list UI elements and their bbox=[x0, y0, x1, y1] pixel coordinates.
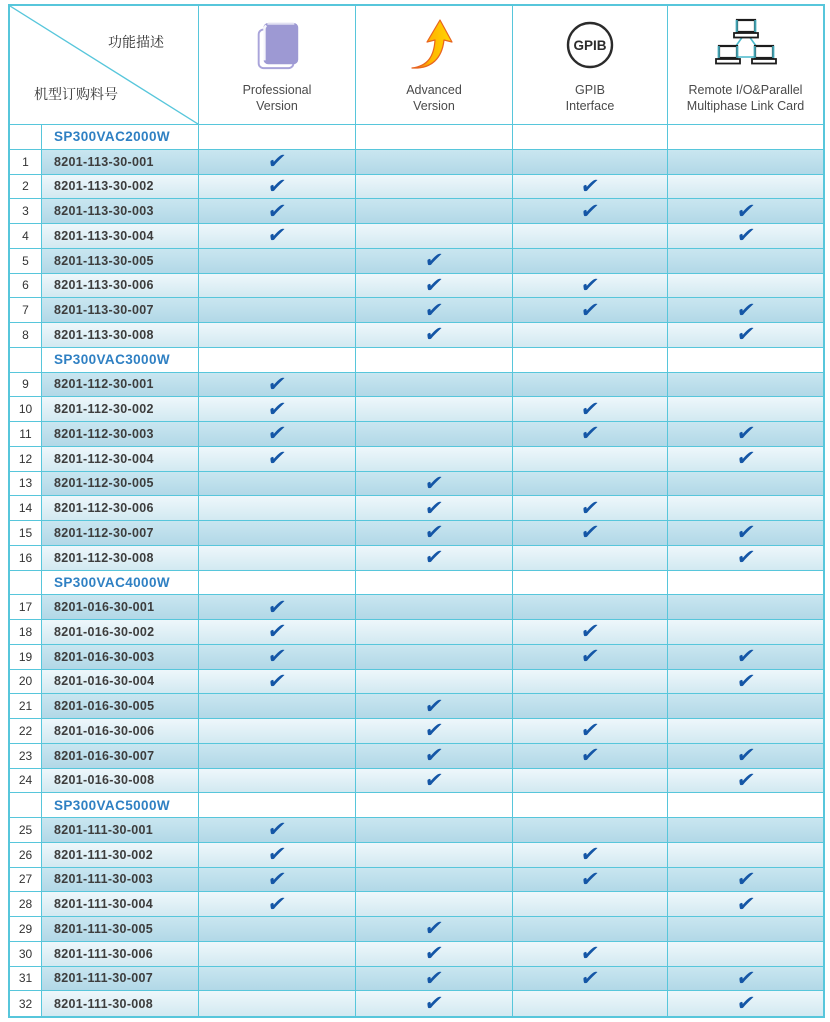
feature-cell-professional bbox=[199, 199, 356, 224]
checkmark-icon: ✔ bbox=[266, 892, 288, 916]
model-part-number-label: 机型订购料号 bbox=[34, 86, 118, 102]
row-number: 18 bbox=[10, 620, 42, 645]
feature-cell-remote bbox=[668, 967, 823, 992]
checkmark-icon: ✔ bbox=[423, 744, 445, 768]
feature-cell-gpib bbox=[513, 224, 668, 249]
feature-cell-advanced bbox=[356, 967, 513, 992]
feature-cell-professional bbox=[199, 546, 356, 571]
part-number-cell: 8201-113-30-008 bbox=[42, 323, 199, 348]
feature-cell-remote bbox=[668, 199, 823, 224]
feature-cell-remote bbox=[668, 595, 823, 620]
checkmark-icon: ✔ bbox=[266, 645, 288, 669]
feature-cell-advanced bbox=[356, 744, 513, 769]
feature-cell-advanced bbox=[356, 843, 513, 868]
row-number: 6 bbox=[10, 274, 42, 299]
feature-cell-remote bbox=[668, 744, 823, 769]
checkmark-icon: ✔ bbox=[266, 174, 288, 198]
section-row-number-cell bbox=[10, 348, 42, 373]
feature-cell-gpib bbox=[513, 744, 668, 769]
checkmark-icon: ✔ bbox=[266, 818, 288, 842]
row-number: 5 bbox=[10, 249, 42, 274]
feature-cell-remote bbox=[668, 694, 823, 719]
part-number-cell: 8201-016-30-004 bbox=[42, 670, 199, 695]
checkmark-icon: ✔ bbox=[423, 917, 445, 941]
part-number-cell: 8201-016-30-001 bbox=[42, 595, 199, 620]
feature-cell-gpib bbox=[513, 373, 668, 398]
checkmark-icon: ✔ bbox=[579, 867, 601, 891]
feature-cell-professional bbox=[199, 150, 356, 175]
row-number: 14 bbox=[10, 496, 42, 521]
row-number: 13 bbox=[10, 472, 42, 497]
checkmark-icon: ✔ bbox=[734, 521, 757, 545]
checkmark-icon: ✔ bbox=[579, 843, 601, 867]
feature-cell-remote bbox=[668, 843, 823, 868]
feature-cell-gpib bbox=[513, 150, 668, 175]
section-empty-cell bbox=[513, 793, 668, 818]
checkmark-icon: ✔ bbox=[734, 768, 757, 792]
feature-cell-professional bbox=[199, 892, 356, 917]
feature-cell-remote bbox=[668, 496, 823, 521]
feature-cell-professional bbox=[199, 249, 356, 274]
svg-text:GPIB: GPIB bbox=[573, 38, 607, 53]
row-number: 22 bbox=[10, 719, 42, 744]
section-empty-cell bbox=[668, 125, 823, 150]
row-number: 17 bbox=[10, 595, 42, 620]
feature-cell-gpib bbox=[513, 769, 668, 794]
book-icon bbox=[250, 13, 304, 77]
feature-cell-gpib bbox=[513, 818, 668, 843]
section-empty-cell bbox=[668, 793, 823, 818]
row-number: 28 bbox=[10, 892, 42, 917]
section-model-label: SP300VAC2000W bbox=[42, 125, 199, 150]
part-number-cell: 8201-111-30-005 bbox=[42, 917, 199, 942]
feature-cell-advanced bbox=[356, 670, 513, 695]
feature-cell-professional bbox=[199, 323, 356, 348]
feature-cell-professional bbox=[199, 274, 356, 299]
column-header-label: Remote I/O&Parallel Multiphase Link Card bbox=[686, 83, 805, 114]
checkmark-icon: ✔ bbox=[734, 867, 757, 891]
feature-cell-remote bbox=[668, 917, 823, 942]
checkmark-icon: ✔ bbox=[266, 397, 288, 421]
checkmark-icon: ✔ bbox=[734, 669, 757, 693]
part-number-cell: 8201-016-30-006 bbox=[42, 719, 199, 744]
feature-cell-advanced bbox=[356, 249, 513, 274]
feature-cell-gpib bbox=[513, 546, 668, 571]
feature-cell-advanced bbox=[356, 422, 513, 447]
part-number-cell: 8201-112-30-004 bbox=[42, 447, 199, 472]
feature-cell-remote bbox=[668, 472, 823, 497]
checkmark-icon: ✔ bbox=[423, 694, 445, 718]
column-header-gpib bbox=[513, 6, 668, 125]
row-number: 2 bbox=[10, 175, 42, 200]
feature-cell-professional bbox=[199, 868, 356, 893]
row-number: 32 bbox=[10, 991, 42, 1016]
row-number: 31 bbox=[10, 967, 42, 992]
checkmark-icon: ✔ bbox=[734, 298, 757, 322]
feature-cell-advanced bbox=[356, 917, 513, 942]
checkmark-icon: ✔ bbox=[734, 447, 757, 471]
row-number: 8 bbox=[10, 323, 42, 348]
column-header-professional bbox=[199, 6, 356, 125]
feature-cell-professional bbox=[199, 422, 356, 447]
part-number-cell: 8201-111-30-002 bbox=[42, 843, 199, 868]
feature-cell-remote bbox=[668, 670, 823, 695]
feature-cell-professional bbox=[199, 224, 356, 249]
feature-cell-professional bbox=[199, 917, 356, 942]
checkmark-icon: ✔ bbox=[423, 298, 445, 322]
checkmark-icon: ✔ bbox=[579, 174, 601, 198]
feature-cell-remote bbox=[668, 175, 823, 200]
feature-cell-remote bbox=[668, 645, 823, 670]
row-number: 27 bbox=[10, 868, 42, 893]
feature-cell-remote bbox=[668, 373, 823, 398]
feature-cell-professional bbox=[199, 521, 356, 546]
checkmark-icon: ✔ bbox=[266, 199, 288, 223]
row-number: 26 bbox=[10, 843, 42, 868]
section-empty-cell bbox=[668, 348, 823, 373]
feature-cell-gpib bbox=[513, 249, 668, 274]
feature-cell-advanced bbox=[356, 274, 513, 299]
feature-cell-gpib bbox=[513, 620, 668, 645]
part-number-cell: 8201-112-30-008 bbox=[42, 546, 199, 571]
part-number-cell: 8201-112-30-005 bbox=[42, 472, 199, 497]
checkmark-icon: ✔ bbox=[579, 422, 601, 446]
checkmark-icon: ✔ bbox=[579, 273, 601, 297]
checkmark-icon: ✔ bbox=[579, 199, 601, 223]
feature-cell-remote bbox=[668, 942, 823, 967]
section-row-number-cell bbox=[10, 125, 42, 150]
part-number-cell: 8201-111-30-003 bbox=[42, 868, 199, 893]
feature-cell-professional bbox=[199, 298, 356, 323]
feature-cell-advanced bbox=[356, 719, 513, 744]
section-empty-cell bbox=[356, 793, 513, 818]
feature-cell-advanced bbox=[356, 942, 513, 967]
part-number-cell: 8201-112-30-003 bbox=[42, 422, 199, 447]
feature-cell-professional bbox=[199, 595, 356, 620]
checkmark-icon: ✔ bbox=[423, 719, 445, 743]
part-number-cell: 8201-111-30-004 bbox=[42, 892, 199, 917]
feature-cell-advanced bbox=[356, 199, 513, 224]
part-number-cell: 8201-111-30-008 bbox=[42, 991, 199, 1016]
feature-cell-gpib bbox=[513, 991, 668, 1016]
part-number-cell: 8201-112-30-007 bbox=[42, 521, 199, 546]
part-number-cell: 8201-113-30-002 bbox=[42, 175, 199, 200]
column-header-label: GPIB Interface bbox=[565, 83, 615, 114]
part-number-cell: 8201-016-30-003 bbox=[42, 645, 199, 670]
feature-cell-professional bbox=[199, 397, 356, 422]
feature-cell-advanced bbox=[356, 620, 513, 645]
checkmark-icon: ✔ bbox=[266, 595, 288, 619]
feature-cell-advanced bbox=[356, 645, 513, 670]
row-number: 30 bbox=[10, 942, 42, 967]
feature-cell-gpib bbox=[513, 942, 668, 967]
row-number: 20 bbox=[10, 670, 42, 695]
section-row-number-cell bbox=[10, 571, 42, 596]
feature-cell-gpib bbox=[513, 472, 668, 497]
checkmark-icon: ✔ bbox=[423, 323, 445, 347]
checkmark-icon: ✔ bbox=[423, 521, 445, 545]
row-number: 24 bbox=[10, 769, 42, 794]
feature-cell-remote bbox=[668, 298, 823, 323]
feature-cell-advanced bbox=[356, 472, 513, 497]
row-number: 4 bbox=[10, 224, 42, 249]
feature-cell-gpib bbox=[513, 892, 668, 917]
feature-cell-remote bbox=[668, 422, 823, 447]
section-empty-cell bbox=[356, 571, 513, 596]
feature-cell-remote bbox=[668, 892, 823, 917]
section-empty-cell bbox=[356, 348, 513, 373]
feature-cell-gpib bbox=[513, 645, 668, 670]
section-empty-cell bbox=[668, 571, 823, 596]
checkmark-icon: ✔ bbox=[266, 867, 288, 891]
feature-cell-advanced bbox=[356, 496, 513, 521]
checkmark-icon: ✔ bbox=[266, 620, 288, 644]
checkmark-icon: ✔ bbox=[423, 992, 445, 1016]
part-number-cell: 8201-016-30-008 bbox=[42, 769, 199, 794]
feature-cell-advanced bbox=[356, 769, 513, 794]
row-number: 7 bbox=[10, 298, 42, 323]
checkmark-icon: ✔ bbox=[734, 966, 757, 990]
checkmark-icon: ✔ bbox=[579, 942, 601, 966]
feature-cell-advanced bbox=[356, 546, 513, 571]
checkmark-icon: ✔ bbox=[266, 843, 288, 867]
feature-cell-gpib bbox=[513, 397, 668, 422]
feature-cell-gpib bbox=[513, 521, 668, 546]
feature-cell-advanced bbox=[356, 868, 513, 893]
checkmark-icon: ✔ bbox=[423, 496, 445, 520]
feature-cell-remote bbox=[668, 447, 823, 472]
feature-cell-gpib bbox=[513, 595, 668, 620]
section-empty-cell bbox=[356, 125, 513, 150]
checkmark-icon: ✔ bbox=[266, 422, 288, 446]
feature-cell-remote bbox=[668, 150, 823, 175]
feature-cell-gpib bbox=[513, 967, 668, 992]
checkmark-icon: ✔ bbox=[734, 546, 757, 570]
feature-cell-gpib bbox=[513, 917, 668, 942]
feature-cell-professional bbox=[199, 496, 356, 521]
row-number: 16 bbox=[10, 546, 42, 571]
section-empty-cell bbox=[199, 125, 356, 150]
feature-cell-remote bbox=[668, 868, 823, 893]
checkmark-icon: ✔ bbox=[579, 719, 601, 743]
feature-cell-advanced bbox=[356, 892, 513, 917]
feature-cell-gpib bbox=[513, 175, 668, 200]
feature-cell-professional bbox=[199, 694, 356, 719]
feature-cell-professional bbox=[199, 472, 356, 497]
feature-cell-gpib bbox=[513, 447, 668, 472]
feature-cell-remote bbox=[668, 991, 823, 1016]
part-number-cell: 8201-113-30-001 bbox=[42, 150, 199, 175]
part-number-cell: 8201-113-30-006 bbox=[42, 274, 199, 299]
feature-cell-professional bbox=[199, 843, 356, 868]
section-model-label: SP300VAC5000W bbox=[42, 793, 199, 818]
feature-cell-remote bbox=[668, 620, 823, 645]
feature-cell-remote bbox=[668, 521, 823, 546]
feature-cell-professional bbox=[199, 373, 356, 398]
section-empty-cell bbox=[513, 125, 668, 150]
checkmark-icon: ✔ bbox=[423, 546, 445, 570]
feature-cell-professional bbox=[199, 175, 356, 200]
section-empty-cell bbox=[199, 348, 356, 373]
part-number-cell: 8201-112-30-006 bbox=[42, 496, 199, 521]
part-number-cell: 8201-113-30-004 bbox=[42, 224, 199, 249]
part-number-cell: 8201-016-30-002 bbox=[42, 620, 199, 645]
row-number: 10 bbox=[10, 397, 42, 422]
feature-cell-advanced bbox=[356, 521, 513, 546]
column-header-remote bbox=[668, 6, 823, 125]
feature-cell-remote bbox=[668, 818, 823, 843]
checkmark-icon: ✔ bbox=[266, 447, 288, 471]
ordering-matrix-table bbox=[8, 4, 825, 1018]
checkmark-icon: ✔ bbox=[579, 521, 601, 545]
part-number-cell: 8201-113-30-003 bbox=[42, 199, 199, 224]
feature-cell-gpib bbox=[513, 199, 668, 224]
checkmark-icon: ✔ bbox=[579, 620, 601, 644]
feature-cell-advanced bbox=[356, 991, 513, 1016]
checkmark-icon: ✔ bbox=[423, 249, 445, 273]
feature-cell-professional bbox=[199, 719, 356, 744]
part-number-cell: 8201-016-30-005 bbox=[42, 694, 199, 719]
checkmark-icon: ✔ bbox=[266, 372, 288, 396]
checkmark-icon: ✔ bbox=[266, 224, 288, 248]
checkmark-icon: ✔ bbox=[579, 645, 601, 669]
column-header-advanced bbox=[356, 6, 513, 125]
checkmark-icon: ✔ bbox=[734, 892, 757, 916]
feature-cell-professional bbox=[199, 769, 356, 794]
row-number: 3 bbox=[10, 199, 42, 224]
row-number: 25 bbox=[10, 818, 42, 843]
feature-cell-gpib bbox=[513, 496, 668, 521]
section-empty-cell bbox=[199, 571, 356, 596]
row-number: 9 bbox=[10, 373, 42, 398]
feature-cell-advanced bbox=[356, 373, 513, 398]
feature-cell-advanced bbox=[356, 595, 513, 620]
feature-cell-professional bbox=[199, 670, 356, 695]
feature-cell-gpib bbox=[513, 694, 668, 719]
network-icon bbox=[713, 13, 779, 77]
feature-cell-gpib bbox=[513, 274, 668, 299]
section-model-label: SP300VAC4000W bbox=[42, 571, 199, 596]
section-empty-cell bbox=[513, 571, 668, 596]
feature-cell-gpib bbox=[513, 719, 668, 744]
checkmark-icon: ✔ bbox=[734, 744, 757, 768]
feature-cell-remote bbox=[668, 719, 823, 744]
part-number-cell: 8201-016-30-007 bbox=[42, 744, 199, 769]
column-header-label: Advanced Version bbox=[406, 83, 462, 114]
feature-cell-professional bbox=[199, 991, 356, 1016]
section-empty-cell bbox=[513, 348, 668, 373]
feature-cell-professional bbox=[199, 620, 356, 645]
feature-cell-professional bbox=[199, 744, 356, 769]
checkmark-icon: ✔ bbox=[734, 645, 757, 669]
feature-cell-advanced bbox=[356, 397, 513, 422]
section-empty-cell bbox=[199, 793, 356, 818]
feature-cell-advanced bbox=[356, 323, 513, 348]
checkmark-icon: ✔ bbox=[579, 397, 601, 421]
feature-cell-remote bbox=[668, 274, 823, 299]
feature-cell-advanced bbox=[356, 224, 513, 249]
row-number: 15 bbox=[10, 521, 42, 546]
part-number-cell: 8201-111-30-006 bbox=[42, 942, 199, 967]
feature-cell-professional bbox=[199, 447, 356, 472]
feature-cell-gpib bbox=[513, 868, 668, 893]
feature-cell-remote bbox=[668, 546, 823, 571]
checkmark-icon: ✔ bbox=[734, 224, 757, 248]
feature-cell-gpib bbox=[513, 298, 668, 323]
checkmark-icon: ✔ bbox=[423, 768, 445, 792]
part-number-cell: 8201-111-30-001 bbox=[42, 818, 199, 843]
up-arrow-icon bbox=[408, 13, 460, 77]
feature-cell-remote bbox=[668, 769, 823, 794]
part-number-cell: 8201-112-30-002 bbox=[42, 397, 199, 422]
checkmark-icon: ✔ bbox=[266, 150, 288, 174]
row-number: 12 bbox=[10, 447, 42, 472]
feature-cell-remote bbox=[668, 224, 823, 249]
checkmark-icon: ✔ bbox=[579, 496, 601, 520]
feature-cell-advanced bbox=[356, 298, 513, 323]
checkmark-icon: ✔ bbox=[579, 744, 601, 768]
part-number-cell: 8201-111-30-007 bbox=[42, 967, 199, 992]
checkmark-icon: ✔ bbox=[423, 942, 445, 966]
part-number-cell: 8201-113-30-007 bbox=[42, 298, 199, 323]
section-model-label: SP300VAC3000W bbox=[42, 348, 199, 373]
feature-cell-gpib bbox=[513, 670, 668, 695]
checkmark-icon: ✔ bbox=[734, 992, 757, 1016]
checkmark-icon: ✔ bbox=[423, 471, 445, 495]
row-number: 21 bbox=[10, 694, 42, 719]
corner-header-cell bbox=[10, 6, 199, 125]
function-description-label: 功能描述 bbox=[108, 34, 164, 50]
feature-cell-remote bbox=[668, 397, 823, 422]
checkmark-icon: ✔ bbox=[734, 323, 757, 347]
row-number: 19 bbox=[10, 645, 42, 670]
feature-cell-professional bbox=[199, 942, 356, 967]
feature-cell-advanced bbox=[356, 447, 513, 472]
feature-cell-gpib bbox=[513, 843, 668, 868]
checkmark-icon: ✔ bbox=[266, 669, 288, 693]
feature-cell-advanced bbox=[356, 150, 513, 175]
checkmark-icon: ✔ bbox=[734, 199, 757, 223]
row-number: 1 bbox=[10, 150, 42, 175]
feature-cell-remote bbox=[668, 323, 823, 348]
part-number-cell: 8201-113-30-005 bbox=[42, 249, 199, 274]
feature-cell-remote bbox=[668, 249, 823, 274]
row-number: 11 bbox=[10, 422, 42, 447]
checkmark-icon: ✔ bbox=[734, 422, 757, 446]
feature-cell-gpib bbox=[513, 323, 668, 348]
diagonal-divider bbox=[10, 6, 198, 124]
feature-cell-gpib bbox=[513, 422, 668, 447]
feature-cell-advanced bbox=[356, 694, 513, 719]
checkmark-icon: ✔ bbox=[579, 298, 601, 322]
row-number: 23 bbox=[10, 744, 42, 769]
checkmark-icon: ✔ bbox=[423, 273, 445, 297]
gpib-circle-icon bbox=[562, 13, 618, 77]
part-number-cell: 8201-112-30-001 bbox=[42, 373, 199, 398]
checkmark-icon: ✔ bbox=[579, 966, 601, 990]
feature-cell-advanced bbox=[356, 175, 513, 200]
feature-cell-professional bbox=[199, 645, 356, 670]
feature-cell-professional bbox=[199, 818, 356, 843]
column-header-label: Professional Version bbox=[242, 83, 312, 114]
checkmark-icon: ✔ bbox=[423, 966, 445, 990]
feature-cell-professional bbox=[199, 967, 356, 992]
feature-cell-advanced bbox=[356, 818, 513, 843]
section-row-number-cell bbox=[10, 793, 42, 818]
row-number: 29 bbox=[10, 917, 42, 942]
